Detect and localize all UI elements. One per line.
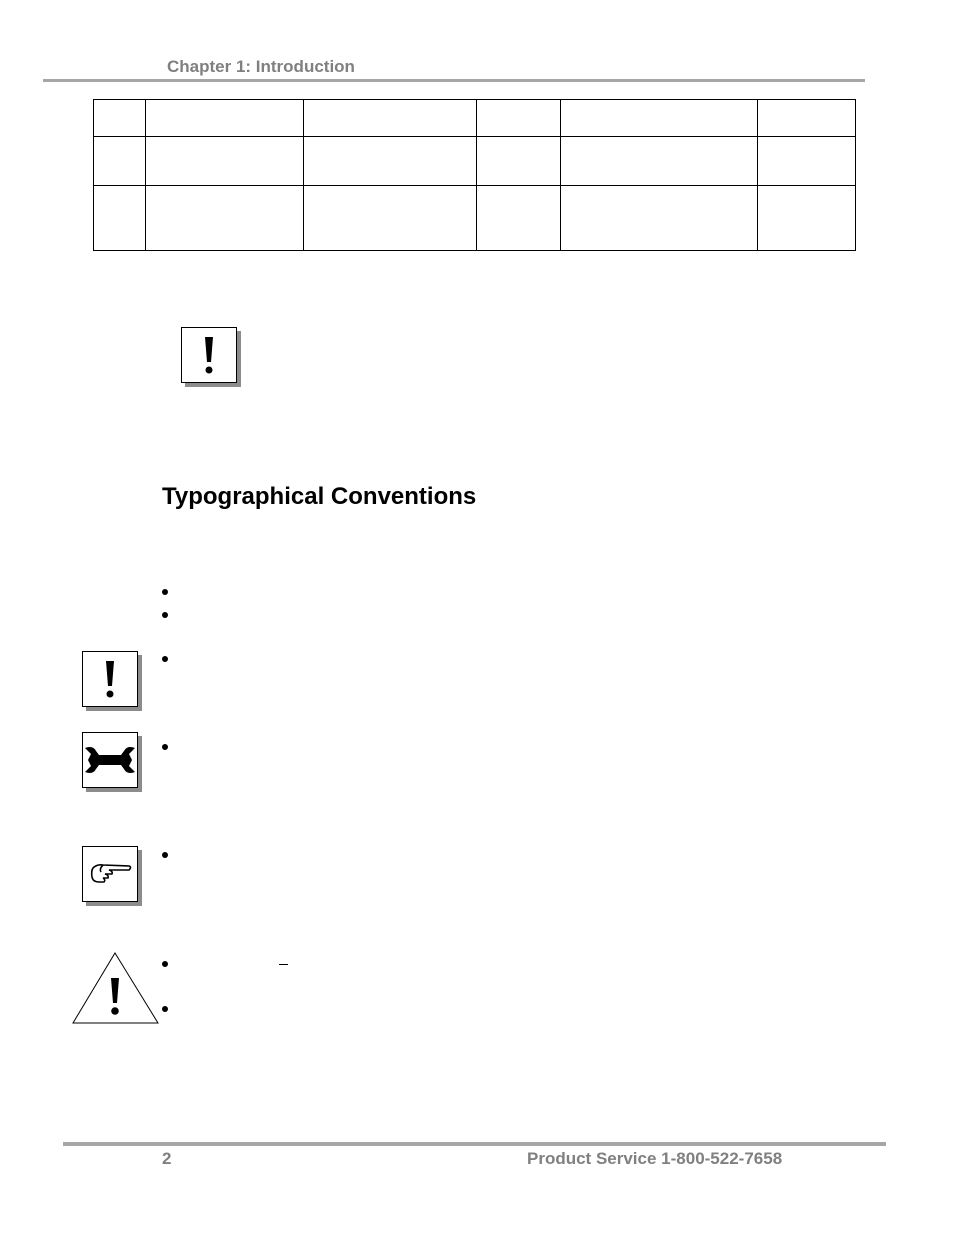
table-cell (758, 137, 856, 186)
table-row (94, 137, 856, 186)
table-cell (561, 100, 758, 137)
pointing-hand-icon (82, 846, 138, 902)
underscore-mark (279, 964, 288, 965)
table-cell (146, 100, 304, 137)
product-service-phone: Product Service 1-800-522-7658 (527, 1149, 783, 1168)
bullet (162, 961, 168, 967)
header-rule (43, 79, 865, 82)
table-cell (304, 100, 477, 137)
table-cell (477, 100, 561, 137)
table-row (94, 186, 856, 251)
table-cell (477, 137, 561, 186)
table-cell (146, 137, 304, 186)
table-cell (758, 186, 856, 251)
page-number: 2 (162, 1149, 172, 1168)
table-cell (94, 137, 146, 186)
warning-triangle-icon (72, 951, 160, 1025)
section-heading: Typographical Conventions (162, 483, 477, 510)
bullet (162, 1006, 168, 1012)
chapter-title: Chapter 1: Introduction (167, 57, 355, 76)
table-row (94, 100, 856, 137)
wrench-icon (82, 732, 138, 788)
table-cell (561, 186, 758, 251)
bullet (162, 852, 168, 858)
bullet (162, 589, 168, 595)
empty-table (93, 99, 856, 251)
table-cell (561, 137, 758, 186)
table-cell (94, 100, 146, 137)
footer-rule (63, 1142, 886, 1146)
table-cell (477, 186, 561, 251)
bullet (162, 656, 168, 662)
bullet (162, 744, 168, 750)
bullet (162, 612, 168, 618)
table-cell (94, 186, 146, 251)
exclamation-icon (82, 651, 138, 707)
exclamation-icon (181, 327, 237, 383)
table-cell (758, 100, 856, 137)
table-cell (304, 137, 477, 186)
table-cell (304, 186, 477, 251)
table-cell (146, 186, 304, 251)
